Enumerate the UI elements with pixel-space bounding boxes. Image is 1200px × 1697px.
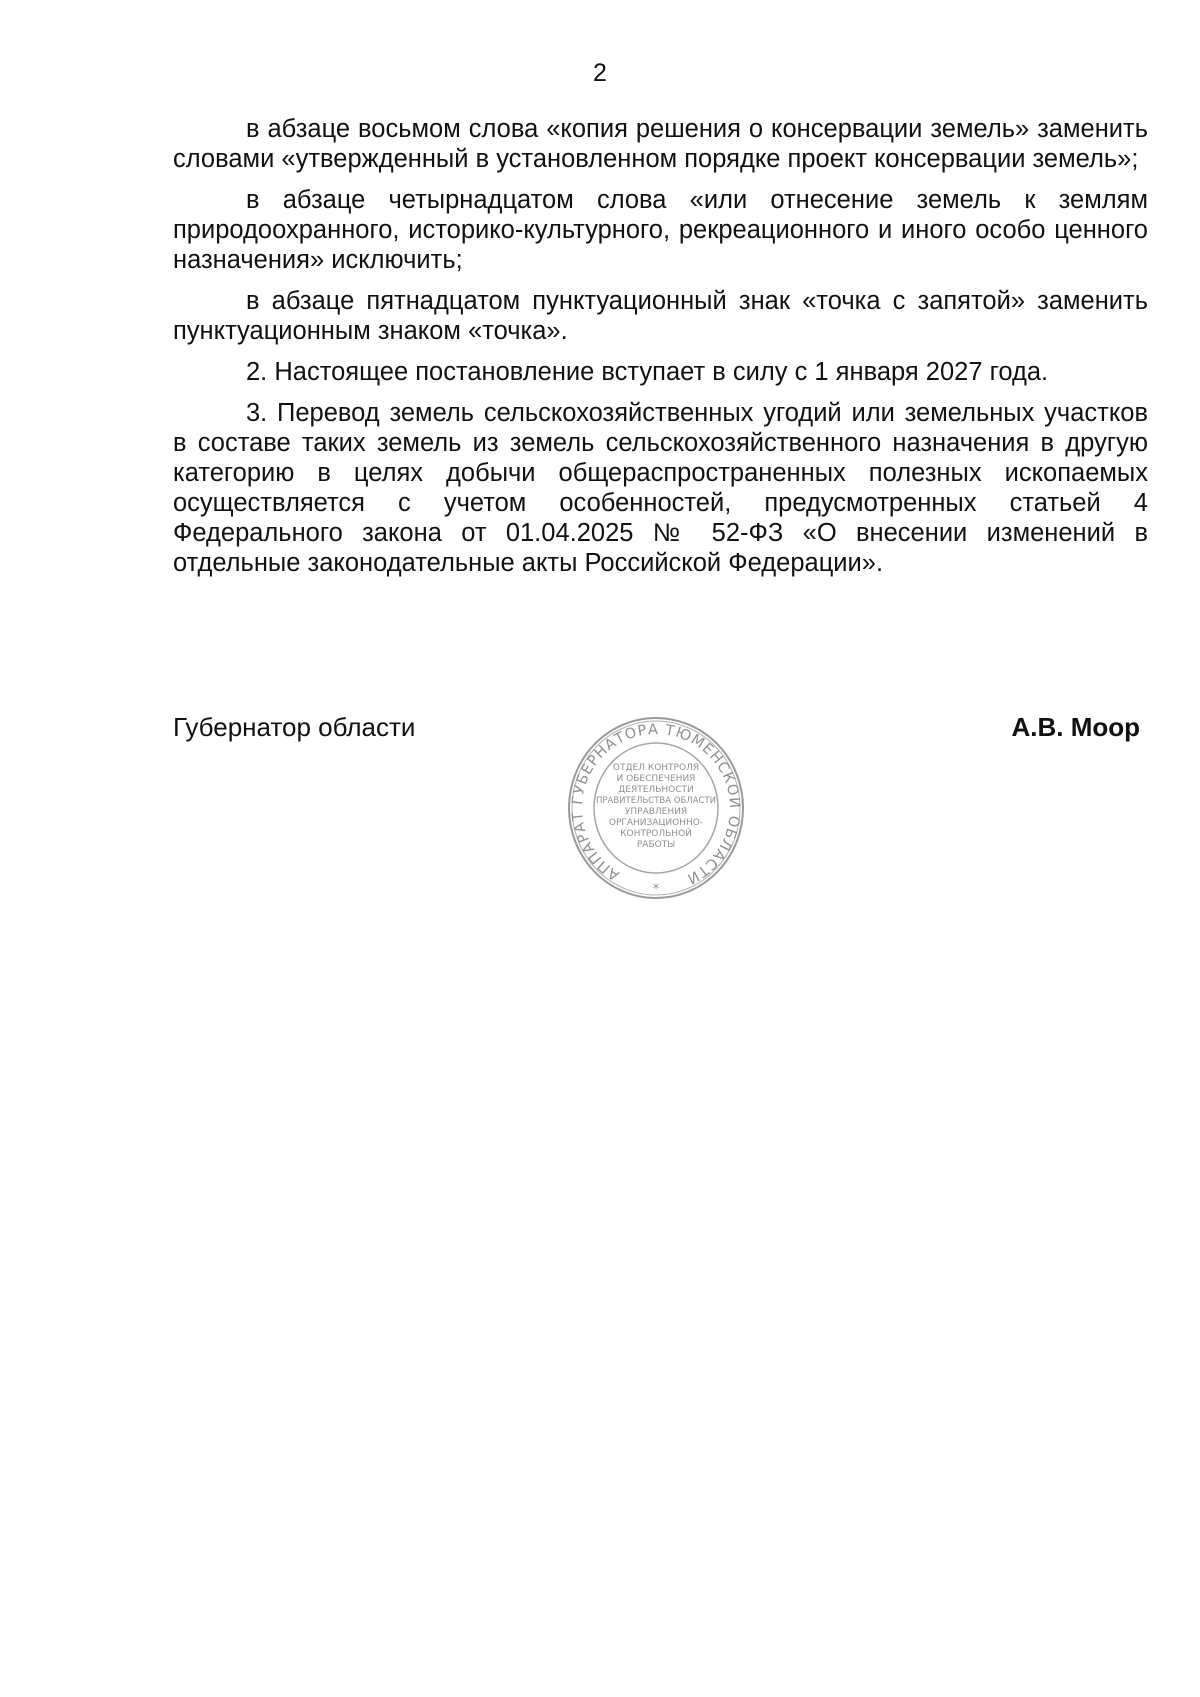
seal-ring-text: АППАРАТ ГУБЕРНАТОРА ТЮМЕНСКОЙ ОБЛАСТИ: [569, 721, 743, 887]
seal-line-1: ОТДЕЛ КОНТРОЛЯ: [612, 763, 700, 773]
seal-line-3: ДЕЯТЕЛЬНОСТИ: [618, 785, 694, 795]
seal-line-8: РАБОТЫ: [636, 840, 676, 850]
document-body: [173, 114, 1148, 589]
page-number: 2: [593, 59, 607, 87]
paragraph-abzac-15: в абзаце пятнадцатом пунктуационный знак «точка с запятой» заменить пунктуационным знаком «точка».: [173, 287, 1148, 345]
signatory-name: А.В. Моор: [1011, 712, 1140, 742]
paragraph-land-transfer: 3. Перевод земель сельскохозяйственных угодий или земельных участков в составе таких земель из земель сельскохозяйственного назначения в другую категорию в целях добычи общераспространенных полезных ископаемых осуществляется с учетом особенностей, предусмотренных статьей 4 Федерального закона от 01.04.2025 № 52-ФЗ «О внесении изменений в отдельные законодательные акты Российской Федерации».: [173, 399, 1148, 577]
seal-line-4: ПРАВИТЕЛЬСТВА ОБЛАСТИ: [596, 796, 716, 806]
seal-line-5: УПРАВЛЕНИЯ: [624, 807, 688, 817]
seal-star: *: [652, 882, 660, 897]
seal-line-7: КОНТРОЛЬНОЙ: [620, 829, 692, 839]
paragraph-abzac-14: в абзаце четырнадцатом слова «или отнесение земель к землям природоохранного, историко-культурного, рекреационного и иного особо ценного назначения» исключить;: [173, 186, 1148, 274]
official-seal-stamp: [566, 714, 746, 902]
seal-icon: [566, 714, 746, 902]
signatory-position: Губернатор области: [173, 712, 416, 742]
seal-line-6: ОРГАНИЗАЦИОННО-: [608, 818, 704, 828]
paragraph-effective-date: 2. Настоящее постановление вступает в силу с 1 января 2027 года.: [246, 358, 1049, 386]
seal-line-2: И ОБЕСПЕЧЕНИЯ: [616, 774, 696, 784]
paragraph-abzac-8: в абзаце восьмом слова «копия решения о консервации земель» заменить словами «утвержденный в установленном порядке проект консервации земель»;: [173, 115, 1148, 173]
